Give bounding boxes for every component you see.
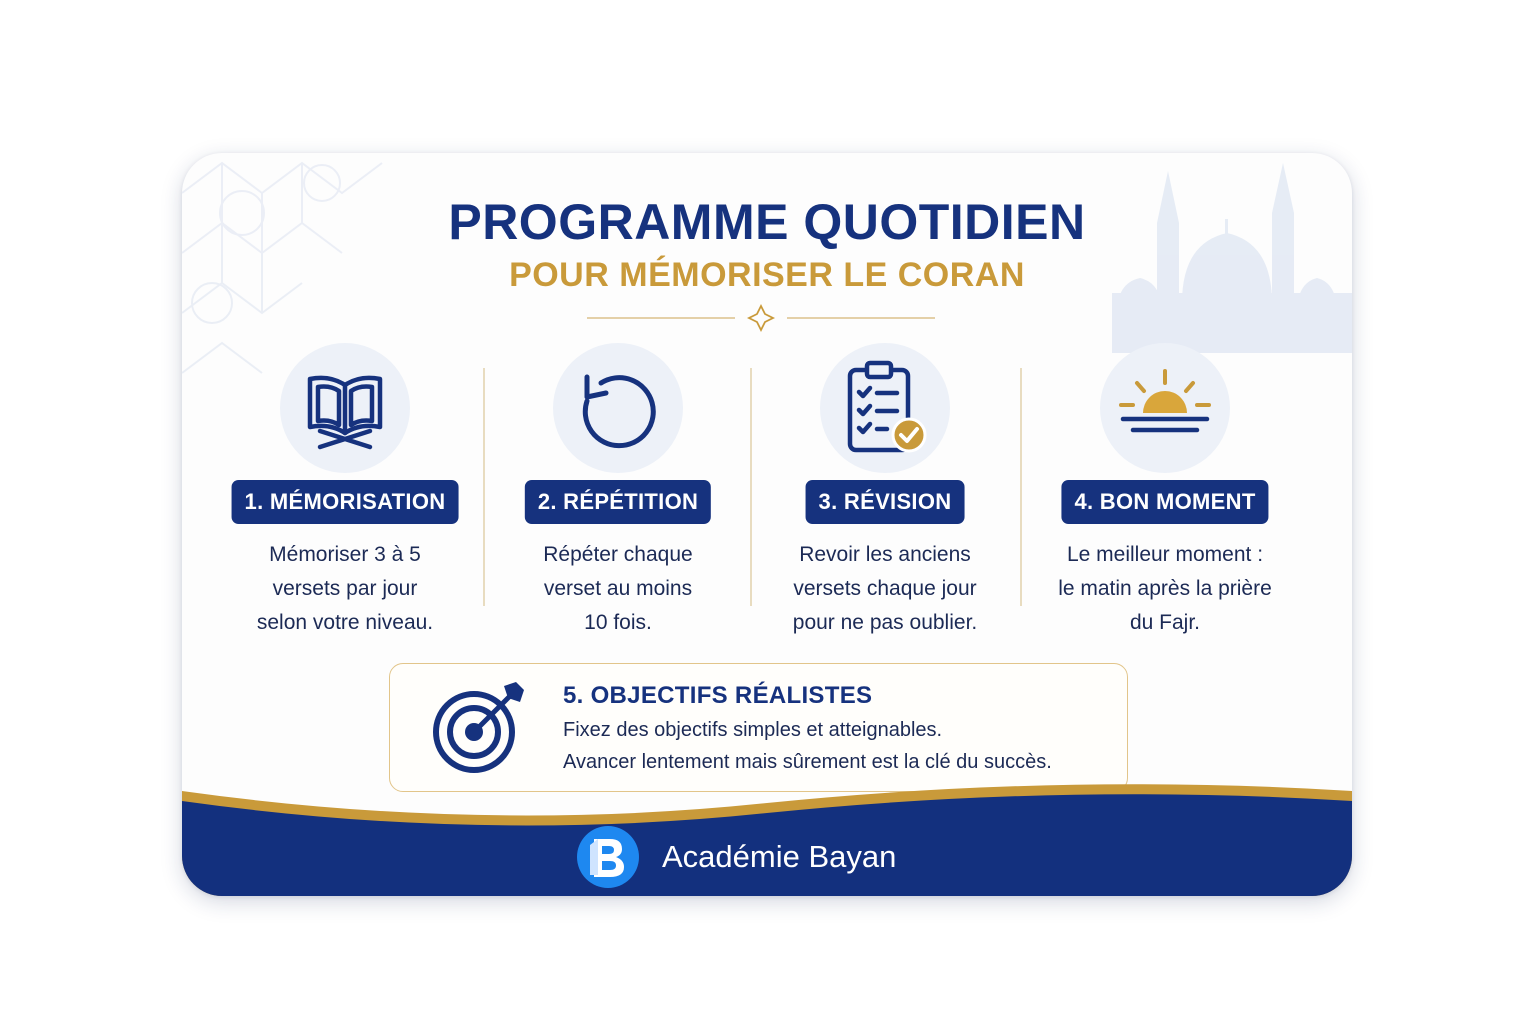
bayan-logo-icon <box>577 826 639 888</box>
repeat-icon <box>573 363 663 453</box>
desc-line: Le meilleur moment : <box>1066 543 1264 566</box>
checklist-icon <box>835 358 935 458</box>
step-icon-circle <box>1100 343 1230 473</box>
step-label: 1. MÉMORISATION <box>232 480 459 524</box>
desc-line: 10 fois. <box>584 611 652 634</box>
desc-line: pour ne pas oublier. <box>792 611 978 634</box>
step-description <box>210 538 480 640</box>
brand-name: Académie Bayan <box>662 839 897 874</box>
target-icon <box>428 678 528 778</box>
desc-line: du Fajr. <box>1129 611 1201 634</box>
step-icon-circle <box>280 343 410 473</box>
step-repetition <box>483 343 753 643</box>
page-title: PROGRAMME QUOTIDIEN <box>448 194 1086 250</box>
sunrise-icon <box>1115 363 1215 453</box>
desc-line: le matin après la prière <box>1058 577 1272 600</box>
step-icon-circle <box>820 343 950 473</box>
step-memorisation <box>210 343 480 643</box>
desc-line: Revoir les anciens <box>799 543 971 566</box>
desc-line: versets par jour <box>272 577 418 600</box>
page-subtitle: POUR MÉMORISER LE CORAN <box>509 256 1025 294</box>
column-divider <box>1020 368 1022 606</box>
program-card <box>182 153 1352 896</box>
step-description <box>1030 538 1300 640</box>
ornament-divider <box>587 303 937 333</box>
desc-line: Répéter chaque <box>543 543 693 566</box>
step-label: 3. RÉVISION <box>806 480 965 524</box>
open-book-icon <box>300 363 390 453</box>
goal-text-line: Fixez des objectifs simples et atteignables. <box>563 719 943 741</box>
desc-line: versets chaque jour <box>793 577 977 600</box>
step-icon-circle <box>553 343 683 473</box>
step-description <box>483 538 753 640</box>
desc-line: verset au moins <box>543 577 693 600</box>
star-ornament-icon <box>749 306 773 330</box>
step-label: 2. RÉPÉTITION <box>525 480 711 524</box>
footer-brand <box>577 826 896 888</box>
step-description <box>750 538 1020 640</box>
desc-line: selon votre niveau. <box>256 611 434 634</box>
step-label: 4. BON MOMENT <box>1061 480 1268 524</box>
goal-text-line: Avancer lentement mais sûrement est la clé du succès. <box>563 751 1052 773</box>
step-bon-moment <box>1030 343 1300 643</box>
step-revision <box>750 343 1020 643</box>
goal-title: 5. OBJECTIFS RÉALISTES <box>563 682 873 709</box>
desc-line: Mémoriser 3 à 5 <box>269 543 421 566</box>
